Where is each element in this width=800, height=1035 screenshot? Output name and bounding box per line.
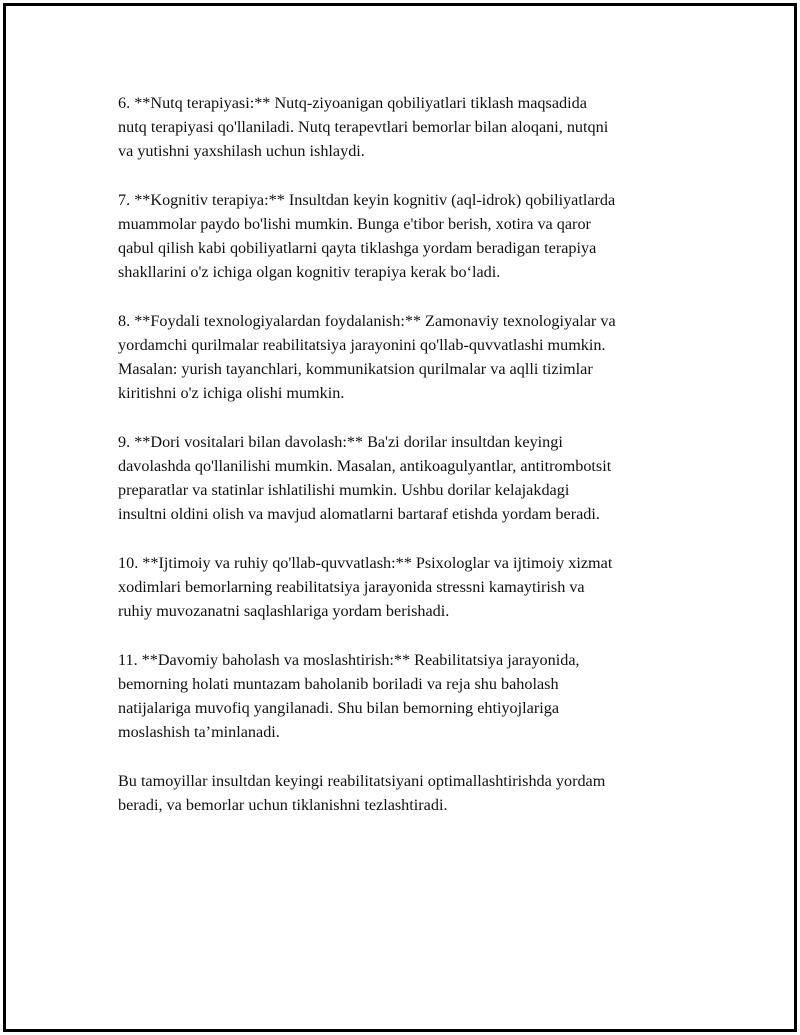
paragraph-speech-therapy: 6. **Nutq terapiyasi:** Nutq-ziyoanigan qobiliyatlari tiklash maqsadida nutq terapiyasi qo'llaniladi. Nutq terapevtlari bemorlar bilan aloqani, nutqni va yutishni yaxshilash uchun ishlaydi.	[118, 94, 609, 161]
paragraph-medication-treatment: 9. **Dori vositalari bilan davolash:** Ba'zi dorilar insultdan keyingi davolashda qo'llanilishi mumkin. Masalan, antikoagulyantlar, antitrombotsit preparatlar va statinlar ishlatilishi mumkin. Ushbu dorilar kelajakdagi insultni oldini olish va mavjud alomatlarni bartaraf etishda yordam beradi.	[118, 432, 612, 524]
paragraph-cognitive-therapy: 7. **Kognitiv terapiya:** Insultdan keyin kognitiv (aql-idrok) qobiliyatlarda muammolar paydo bo'lishi mumkin. Bunga e'tibor berish, xotira va qaror qabul qilish kabi qobiliyatlarni qayta tiklashga yordam beradigan terapiya shakllarini o'z ichiga olgan kognitiv terapiya kerak bo‘ladi.	[118, 190, 616, 282]
paragraph-social-psychological-support: 10. **Ijtimoiy va ruhiy qo'llab-quvvatlash:** Psixologlar va ijtimoiy xizmat xodimlari bemorlarning reabilitatsiya jarayonida stressni kamaytirish va ruhiy muvozanatni saqlashlariga yordam berishadi.	[118, 553, 613, 621]
paragraph-continuous-assessment: 11. **Davomiy baholash va moslashtirish:** Reabilitatsiya jarayonida, bemorning holati muntazam baholanib boriladi va reja shu baholash natijalariga muvofiq yangilanadi. Shu bilan bemorning ehtiyojlariga moslashish ta’minlanadi.	[118, 650, 580, 742]
paragraph-assistive-technology: 8. **Foydali texnologiyalardan foydalanish:** Zamonaviy texnologiyalar va yordamchi qurilmalar reabilitatsiya jarayonini qo'llab-quvvatlashi mumkin. Masalan: yurish tayanchlari, kommunikatsion qurilmalar va aqlli tizimlar kiritishni o'z ichiga olishi mumkin.	[118, 311, 616, 403]
document-body	[118, 91, 698, 841]
paragraph-conclusion: Bu tamoyillar insultdan keyingi reabilitatsiyani optimallashtirishda yordam beradi, va bemorlar uchun tiklanishni tezlashtiradi.	[118, 771, 606, 814]
